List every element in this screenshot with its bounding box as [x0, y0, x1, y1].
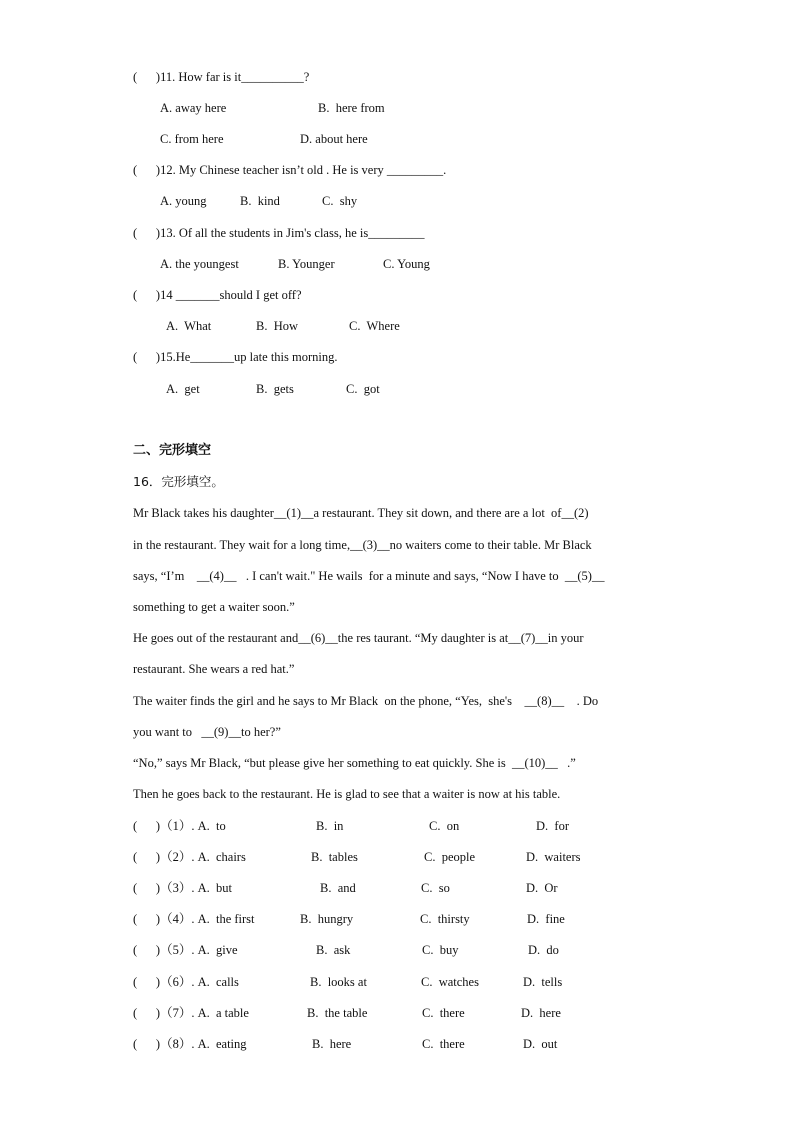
cloze-item-5: ( )（5）. A. give [133, 943, 238, 957]
section-title: 二、完形填空 [133, 443, 212, 458]
question-16-label: 16．完形填空。 [133, 474, 224, 489]
cloze-4-option-c: C. thirsty [420, 912, 470, 926]
question-13-stem: ( )13. Of all the students in Jim's class, he is_________ [133, 226, 425, 240]
cloze-2-option-d: D. waiters [526, 850, 581, 864]
cloze-7-option-b: B. the table [307, 1006, 368, 1020]
cloze-item-4: ( )（4）. A. the first [133, 912, 255, 926]
cloze-2-option-b: B. tables [311, 850, 358, 864]
cloze-5-option-b: B. ask [316, 943, 351, 957]
cloze-1-option-b: B. in [316, 819, 344, 833]
passage-line: restaurant. She wears a red hat.” [133, 662, 295, 676]
q12-option-b: B. kind [240, 194, 280, 208]
question-15-stem: ( )15.He_______up late this morning. [133, 350, 338, 364]
cloze-6-option-c: C. watches [421, 975, 479, 989]
cloze-7-option-c: C. there [422, 1006, 465, 1020]
passage-line: He goes out of the restaurant and__(6)__the res taurant. “My daughter is at__(7)__in your [133, 631, 584, 645]
cloze-5-option-d: D. do [528, 943, 559, 957]
passage-line: in the restaurant. They wait for a long time,__(3)__no waiters come to their table. Mr Black [133, 538, 592, 552]
cloze-3-option-d: D. Or [526, 881, 558, 895]
question-11-stem: ( )11. How far is it__________? [133, 70, 310, 84]
q15-option-b: B. gets [256, 382, 294, 396]
q13-option-c: C. Young [383, 257, 430, 271]
q15-option-a: A. get [166, 382, 200, 396]
q14-option-a: A. What [166, 319, 212, 333]
q12-option-a: A. young [160, 194, 207, 208]
q11-option-d: D. about here [300, 132, 368, 146]
question-12-stem: ( )12. My Chinese teacher isn’t old . He is very _________. [133, 163, 447, 177]
passage-line: “No,” says Mr Black, “but please give her something to eat quickly. She is __(10)__ .” [133, 756, 576, 770]
passage-line: Mr Black takes his daughter__(1)__a restaurant. They sit down, and there are a lot of__(2) [133, 506, 589, 520]
cloze-4-option-b: B. hungry [300, 912, 354, 926]
passage-line: The waiter finds the girl and he says to Mr Black on the phone, “Yes, she's __(8)__ . Do [133, 694, 599, 708]
cloze-item-2: ( )（2）. A. chairs [133, 850, 246, 864]
question-14-stem: ( )14 _______should I get off? [133, 288, 302, 302]
passage-line: you want to __(9)__to her?” [133, 725, 281, 739]
passage-line: something to get a waiter soon.” [133, 600, 295, 614]
passage-line: says, “I’m __(4)__ . I can't wait." He wails for a minute and says, “Now I have to __(5)__ [133, 569, 605, 583]
q12-option-c: C. shy [322, 194, 358, 208]
cloze-item-7: ( )（7）. A. a table [133, 1006, 249, 1020]
q13-option-b: B. Younger [278, 257, 335, 271]
cloze-item-6: ( )（6）. A. calls [133, 975, 239, 989]
q13-option-a: A. the youngest [160, 257, 239, 271]
cloze-1-option-c: C. on [429, 819, 460, 833]
cloze-4-option-d: D. fine [527, 912, 565, 926]
q11-option-b: B. here from [318, 101, 385, 115]
q11-option-c: C. from here [160, 132, 224, 146]
cloze-3-option-b: B. and [320, 881, 356, 895]
passage-line: Then he goes back to the restaurant. He is glad to see that a waiter is now at his table. [133, 787, 561, 801]
cloze-1-option-d: D. for [536, 819, 569, 833]
cloze-6-option-d: D. tells [523, 975, 563, 989]
q14-option-c: C. Where [349, 319, 400, 333]
cloze-6-option-b: B. looks at [310, 975, 367, 989]
cloze-item-1: ( )（1）. A. to [133, 819, 226, 833]
cloze-7-option-d: D. here [521, 1006, 561, 1020]
cloze-8-option-c: C. there [422, 1037, 465, 1051]
q14-option-b: B. How [256, 319, 299, 333]
cloze-3-option-c: C. so [421, 881, 450, 895]
q15-option-c: C. got [346, 382, 380, 396]
cloze-8-option-d: D. out [523, 1037, 558, 1051]
cloze-2-option-c: C. people [424, 850, 476, 864]
q11-option-a: A. away here [160, 101, 227, 115]
cloze-item-8: ( )（8）. A. eating [133, 1037, 247, 1051]
cloze-8-option-b: B. here [312, 1037, 352, 1051]
cloze-item-3: ( )（3）. A. but [133, 881, 232, 895]
cloze-5-option-c: C. buy [422, 943, 459, 957]
